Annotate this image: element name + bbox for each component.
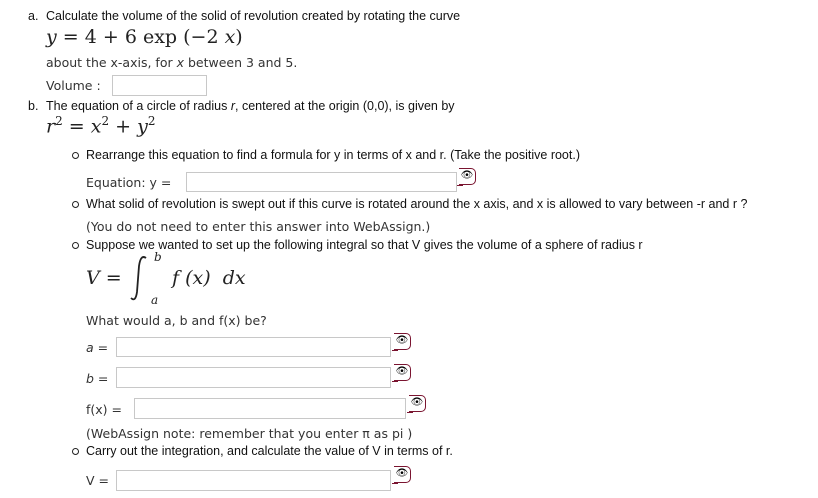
bullet-3-text: Suppose we wanted to set up the following integral so that V gives the volume of a sphere of radius r — [86, 238, 643, 252]
integral-sign-icon — [128, 254, 150, 302]
bullet-icon — [72, 448, 79, 455]
equation-input[interactable] — [186, 172, 457, 192]
bullet-2-text: What solid of revolution is swept out if this curve is rotated around the x axis, and x is allowed to vary between -r and r ? — [86, 197, 748, 211]
upper-limit: b — [154, 250, 162, 264]
part-a-prompt: Calculate the volume of the solid of revolution created by rotating the curve — [46, 9, 461, 23]
a-input[interactable] — [116, 337, 391, 357]
volume-input[interactable] — [112, 75, 207, 96]
bullet-4-text: Carry out the integration, and calculate the value of V in terms of r. — [86, 444, 453, 458]
v-input[interactable] — [116, 470, 391, 491]
fx-label: f(x) = — [86, 402, 122, 417]
webassign-note: (WebAssign note: remember that you enter π as pi ) — [86, 426, 413, 441]
part-b-prompt: The equation of a circle of radius r, centered at the origin (0,0), is given by — [46, 99, 455, 113]
lower-limit: a — [151, 293, 159, 307]
about-text: about the x-axis, for x between 3 and 5. — [46, 55, 298, 70]
circle-equation: $r^2 = x^2 + y^2$ — [46, 114, 156, 138]
a-label: a = — [86, 340, 109, 355]
eye-icon[interactable]: 👁 — [459, 168, 476, 185]
v-label: V = — [86, 473, 109, 488]
fx-input[interactable] — [134, 398, 406, 419]
b-label: b = — [86, 371, 109, 386]
eye-icon[interactable]: 👁 — [394, 364, 411, 381]
bullet-icon — [72, 152, 79, 159]
bullet-2-note: (You do not need to enter this answer into WebAssign.) — [86, 219, 431, 234]
part-b-label: b. — [28, 99, 39, 113]
b-input[interactable] — [116, 367, 391, 388]
integral-lhs: V = — [86, 267, 122, 289]
bullet-1-text: Rearrange this equation to find a formula for y in terms of x and r. (Take the positive root.) — [86, 148, 580, 162]
abf-question: What would a, b and f(x) be? — [86, 313, 267, 328]
bullet-icon — [72, 242, 79, 249]
eye-icon[interactable]: 👁 — [394, 333, 411, 350]
part-a-label: a. — [28, 9, 39, 23]
equation-label: Equation: y = — [86, 175, 172, 190]
eye-icon[interactable]: 👁 — [394, 466, 411, 483]
curve-formula: y = 4 + 6 exp (−2 x) — [46, 26, 243, 48]
volume-label: Volume : — [46, 78, 101, 93]
integrand: f (x) dx — [172, 267, 246, 289]
eye-icon[interactable]: 👁 — [409, 395, 426, 412]
bullet-icon — [72, 201, 79, 208]
